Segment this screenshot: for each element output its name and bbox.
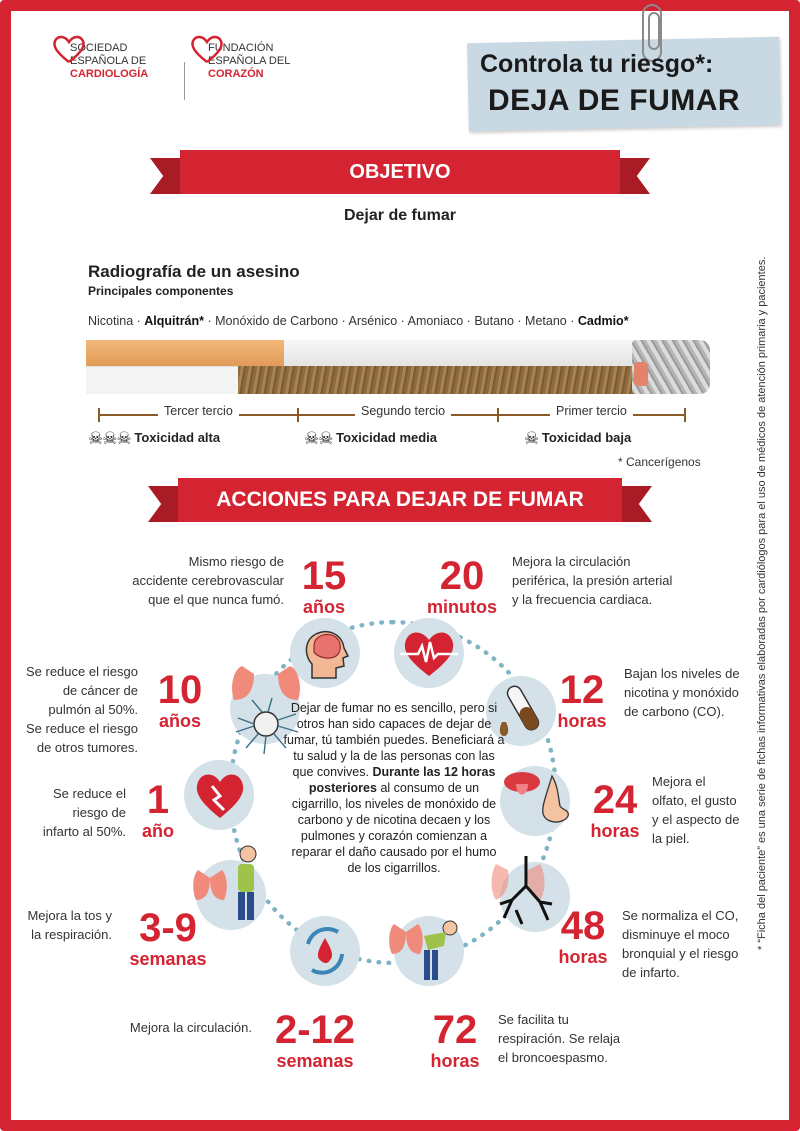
desc-line: de cáncer de <box>62 683 138 698</box>
desc-line: de otros tumores. <box>36 740 138 755</box>
cigarette-filter-white <box>86 366 238 394</box>
desc-line: Se reduce el riesgo <box>25 664 138 679</box>
milestone-unit: semanas <box>129 949 207 969</box>
milestone-number: 20 <box>439 554 485 598</box>
component-separator: · <box>566 314 578 328</box>
center-text-2: al consumo de un cigarrillo, los niveles de monóxido de carbono y de nicotina decaen y los pulmones y corazón comienzan a reparar el daño causado por el humo de los cigarrillos. <box>291 781 497 875</box>
component-separator: · <box>513 314 526 328</box>
component-item: Amoniaco <box>407 314 464 328</box>
breathing-person-circle <box>394 916 464 986</box>
component-item: Nicotina <box>88 314 134 328</box>
milestone-1-ano <box>136 780 180 840</box>
logo-sec-line2: ESPAÑOLA DE <box>70 55 147 67</box>
component-separator: · <box>463 314 475 328</box>
milestone-unit: horas <box>558 947 608 967</box>
component-item: Butano <box>474 314 514 328</box>
desc-line: pulmón al 50%. <box>48 702 138 717</box>
milestone-72-horas <box>424 1010 486 1070</box>
mouth-nose-icon <box>502 766 574 832</box>
milestone-unit: años <box>302 597 345 617</box>
milestone-3-9-semanas <box>118 908 218 968</box>
milestone-12-horas <box>552 670 612 730</box>
toxicity-high <box>88 430 220 447</box>
desc-line: que el que nunca fumó. <box>148 592 284 607</box>
component-item: Metano <box>525 314 567 328</box>
scale-tick <box>98 408 100 422</box>
center-text <box>283 700 505 876</box>
component-separator: · <box>133 314 145 328</box>
milestone-3-9-semanas-desc <box>20 906 112 944</box>
logo-sociedad-espanola-cardiologia <box>70 42 148 81</box>
broken-heart-circle <box>184 760 254 830</box>
desc-line: de infarto. <box>622 965 680 980</box>
milestone-number: 3-9 <box>139 906 197 950</box>
milestone-20-minutos <box>418 556 506 616</box>
logo-fund-line1: FUNDACIÓN <box>208 42 274 54</box>
heart-logo-icon <box>52 34 86 64</box>
desc-line: y el aspecto de <box>652 812 740 827</box>
heart-ekg-circle <box>394 618 464 688</box>
desc-line: la respiración. <box>31 927 112 942</box>
milestone-15-anos <box>292 556 356 616</box>
desc-line: periférica, la presión arterial <box>512 573 673 588</box>
heart-logo-icon <box>190 34 224 64</box>
milestone-12-horas-desc <box>624 664 754 721</box>
desc-line: de carbono (CO). <box>624 704 725 719</box>
milestone-unit: minutos <box>427 597 497 617</box>
desc-line: Mejora el <box>652 774 706 789</box>
milestone-unit: años <box>158 711 201 731</box>
component-item: Cadmio* <box>577 314 629 328</box>
desc-line: Se facilita tu <box>498 1012 569 1027</box>
milestone-number: 10 <box>157 668 203 712</box>
toxicity-low <box>524 430 631 447</box>
desc-line: y la frecuencia cardiaca. <box>512 592 653 607</box>
logo-divider <box>184 62 185 100</box>
logo-fundacion-espanola-corazon <box>208 42 290 81</box>
cigarette-ember <box>634 362 648 386</box>
milestone-number: 24 <box>592 778 638 822</box>
scale-tick <box>497 408 499 422</box>
logo-sec-line3: CARDIOLOGÍA <box>70 68 149 80</box>
scale-tick <box>297 408 299 422</box>
component-separator: · <box>338 314 349 328</box>
milestone-20-minutos-desc <box>512 552 712 609</box>
desc-line: Mejora la tos y <box>27 908 112 923</box>
milestone-24-horas <box>584 780 646 840</box>
center-text-bold: Durante las 12 horas posteriores <box>308 765 496 795</box>
acciones-heading: ACCIONES PARA DEJAR DE FUMAR <box>178 478 622 522</box>
cigarette-paper <box>284 340 634 366</box>
milestone-24-horas-desc <box>652 772 752 848</box>
milestone-unit: semanas <box>276 1051 354 1071</box>
desc-line: Se normaliza el CO, <box>622 908 739 923</box>
toxicity-medium <box>304 430 437 447</box>
components-list <box>88 314 629 328</box>
skull-icon: ☠ <box>116 428 132 448</box>
desc-line: Se reduce el <box>53 786 126 801</box>
broken-heart-icon <box>192 770 248 820</box>
third-label-tercer: Tercer tercio <box>158 404 239 418</box>
desc-line: Mejora la circulación <box>512 554 631 569</box>
milestone-1-ano-desc <box>30 784 126 841</box>
component-separator: · <box>397 314 408 328</box>
skull-icon: ☠ <box>102 428 118 448</box>
logo-fund-line3: CORAZÓN <box>208 68 264 80</box>
milestone-number: 72 <box>432 1008 478 1052</box>
component-item: Arsénico <box>348 314 398 328</box>
cigarette-illustration <box>86 340 710 396</box>
milestone-number: 1 <box>146 778 170 822</box>
senses-circle <box>500 766 570 836</box>
center-text-1: Dejar de fumar no es sencillo, pero si otros han sido capaces de dejar de fumar, tú también puedes. Beneficiará a tu salud y la de las personas con las que convives. <box>283 701 505 779</box>
component-item: Alquitrán* <box>144 314 205 328</box>
desc-line: la piel. <box>652 831 690 846</box>
milestone-48-horas <box>552 906 614 966</box>
desc-line: riesgo de <box>72 805 126 820</box>
radiografia-title: Radiografía de un asesino <box>88 262 300 281</box>
desc-line: respiración. Se relaja <box>498 1031 621 1046</box>
carcinogens-note: * Cancerígenos <box>618 455 701 469</box>
objetivo-text: Dejar de fumar <box>343 207 457 224</box>
milestone-number: 15 <box>301 554 347 598</box>
desc-line: Mismo riesgo de <box>188 554 284 569</box>
title-line-2: DEJA DE FUMAR <box>488 84 741 117</box>
desc-line: el broncoespasmo. <box>498 1050 608 1065</box>
cigarette-tobacco <box>238 366 638 394</box>
desc-line: olfato, el gusto <box>652 793 737 808</box>
milestone-10-anos-desc <box>20 662 138 757</box>
milestone-10-anos <box>150 670 210 730</box>
milestone-15-anos-desc <box>110 552 284 609</box>
radiografia-subtitle: Principales componentes <box>88 284 234 298</box>
milestone-number: 48 <box>560 904 606 948</box>
skull-icon: ☠ <box>304 428 320 448</box>
desc-line: Bajan los niveles de <box>624 666 740 681</box>
title-line-1: Controla tu riesgo*: <box>480 50 714 78</box>
third-label-segundo: Segundo tercio <box>355 404 451 418</box>
milestone-unit: horas <box>430 1051 480 1071</box>
skull-icon: ☠ <box>524 428 540 448</box>
skull-icon: ☠ <box>88 428 104 448</box>
desc-line: Mejora la circulación. <box>129 1020 252 1035</box>
breathing-person-icon <box>388 896 470 992</box>
desc-line: Se reduce el riesgo <box>25 721 138 736</box>
third-label-primer: Primer tercio <box>550 404 633 418</box>
logo-fund-line2: ESPAÑOLA DEL <box>208 55 291 67</box>
toxicity-low-label: Toxicidad baja <box>541 430 632 445</box>
objetivo-heading: OBJETIVO <box>180 150 620 194</box>
component-separator: · <box>204 314 216 328</box>
milestone-48-horas-desc <box>622 906 756 982</box>
circulation-cycle-icon <box>298 924 352 978</box>
milestone-2-12-semanas <box>266 1010 364 1070</box>
milestone-unit: año <box>141 821 174 841</box>
side-note: * “Ficha del paciente” es una serie de fichas informativas elaboradas por cardiólogos para el uso de médicos de atención primaria y pacientes. <box>756 256 768 950</box>
logo-sec-line1: SOCIEDAD <box>70 42 128 54</box>
milestone-unit: horas <box>590 821 640 841</box>
milestone-number: 2-12 <box>274 1008 356 1052</box>
desc-line: accidente cerebrovascular <box>132 573 284 588</box>
toxicity-high-label: Toxicidad alta <box>134 430 221 445</box>
component-item: Monóxido de Carbono <box>215 314 339 328</box>
skull-icon: ☠ <box>318 428 334 448</box>
milestone-unit: horas <box>557 711 607 731</box>
milestone-number: 12 <box>559 668 605 712</box>
cigarette-filter <box>86 340 284 366</box>
desc-line: nicotina y monóxido <box>624 685 739 700</box>
milestone-72-horas-desc <box>498 1010 648 1067</box>
heart-ekg-icon <box>400 628 458 678</box>
scale-tick <box>684 408 686 422</box>
desc-line: infarto al 50%. <box>42 824 126 839</box>
desc-line: bronquial y el riesgo <box>622 946 739 961</box>
milestone-2-12-semanas-desc <box>110 1018 252 1037</box>
desc-line: disminuye el moco <box>622 927 730 942</box>
circulation-circle <box>290 916 360 986</box>
toxicity-medium-label: Toxicidad media <box>336 430 438 445</box>
